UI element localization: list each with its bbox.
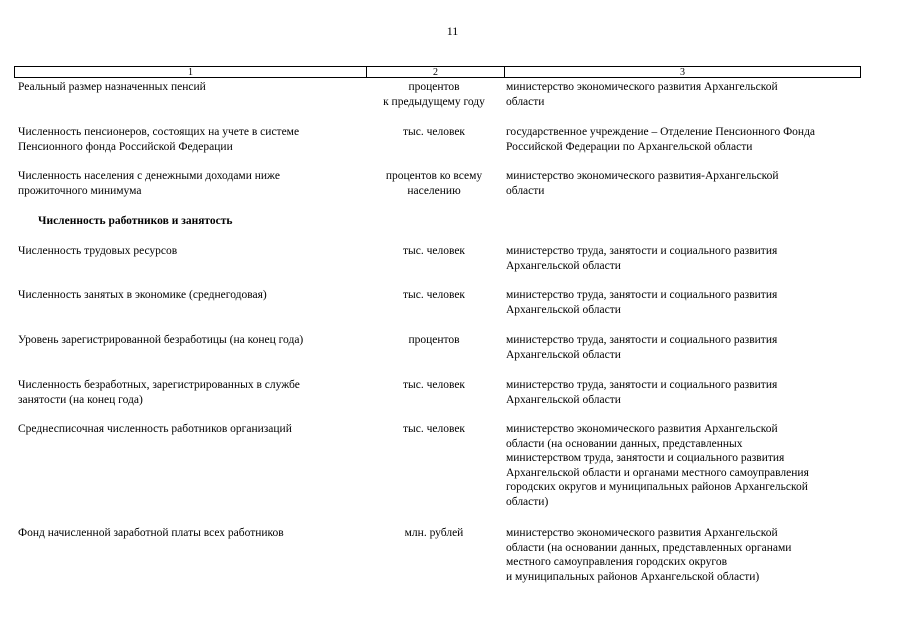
responsible-body: министерство труда, занятости и социального развития Архангельской области — [506, 289, 778, 316]
indicator-name: Реальный размер назначенных пенсий — [18, 81, 206, 93]
responsible-body: государственное учреждение – Отделение Пенсионного Фонда Российской Федерации по Архангельской области — [506, 126, 816, 153]
indicator-name: Уровень зарегистрированной безработицы (на конец года) — [18, 334, 304, 346]
unit: тыс. человек — [402, 126, 466, 138]
header-col-1: 1 — [15, 67, 367, 77]
unit: млн. рублей — [404, 527, 464, 539]
indicator-name: Численность пенсионеров, состоящих на учете в системе Пенсионного фонда Российской Федерации — [18, 126, 300, 153]
indicator-name: Численность безработных, зарегистрированных в службе занятости (на конец года) — [18, 379, 300, 406]
responsible-body: министерство труда, занятости и социального развития Архангельской области — [506, 245, 778, 272]
header-col-3: 3 — [680, 67, 685, 78]
responsible-body: министерство труда, занятости и социального развития Архангельской области — [506, 334, 778, 361]
responsible-body: министерство экономического развития Архангельской области (на основании данных, представленных министерством труда, занятости и социального развития Архангельской области и органами местного самоуправления городских округов и муниципальных районов Архангельской области) — [506, 423, 809, 508]
indicator-name: Фонд начисленной заработной платы всех работников — [18, 527, 284, 539]
unit: процентов — [408, 334, 460, 346]
responsible-body: министерство экономического развития Архангельской области (на основании данных, представленных органами местного самоуправления городских округов и муниципальных районов Архангельской области) — [506, 527, 792, 583]
unit: процентов к предыдущему году — [383, 81, 485, 108]
indicator-name: Среднесписочная численность работников организаций — [18, 423, 292, 435]
unit: процентов ко всему населению — [385, 170, 483, 197]
header-col-2: 2 — [367, 67, 505, 77]
unit: тыс. человек — [402, 423, 466, 435]
indicator-name: Численность занятых в экономике (среднегодовая) — [18, 289, 267, 301]
responsible-body: министерство труда, занятости и социального развития Архангельской области — [506, 379, 778, 406]
responsible-body: министерство экономического развития Архангельской области — [506, 81, 778, 108]
page-number: 11 — [446, 24, 459, 38]
responsible-body: министерство экономического развития-Архангельской области — [506, 170, 779, 197]
indicator-name: Численность населения с денежными доходами ниже прожиточного минимума — [18, 170, 280, 197]
indicator-name: Численность трудовых ресурсов — [18, 245, 178, 257]
unit: тыс. человек — [402, 379, 466, 391]
unit: тыс. человек — [402, 245, 466, 257]
unit: тыс. человек — [402, 289, 466, 301]
table-header — [14, 66, 861, 78]
section-title: Численность работников и занятость — [38, 215, 233, 227]
